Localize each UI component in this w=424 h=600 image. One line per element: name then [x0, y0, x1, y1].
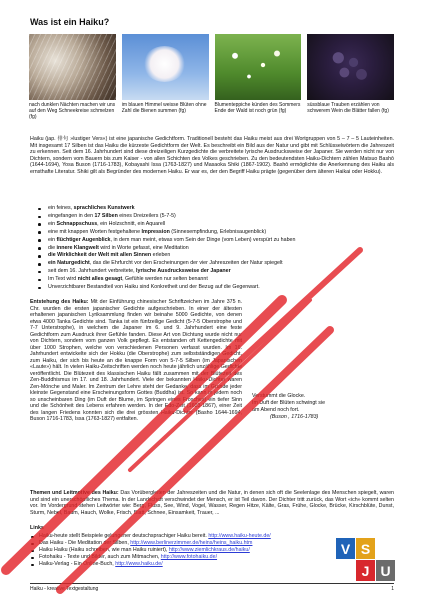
photo-strip — [29, 34, 394, 100]
photo-white-blossoms — [122, 34, 209, 100]
list-item: Haiku-Verlag - Ein Online-Buch, http://www.haiku.de/ — [39, 561, 271, 568]
list-item: Das Haiku - Die Meditation der Silben, http://www.berlinerzimmer.de/heins/heins_haiku.htm — [39, 540, 271, 547]
origin-text: Mit der Einführung chinesischer Schriftzeichen im Jahre 375 n. Chr. wurden die ersten japanischer Gedichte aufgeschrieben. In einer der ältesten erhaltenen japanischen Lyriksammlung finden wir beinahe 5000 Gedichte, von denen etwa 4000 Tanka Gedichte sind. Tanka ist ein fünfzeilige Gedicht (5-7-5 Oberstrophe und 7-7 Unterstrophe), in welchem die Japaner im 6. und 9. Jahrhundert eine feste Gedichtform zum Ausdruck ihrer Gefühle fanden. Diese Art von Dichtung wurde nicht nur von Dichtern, sondern vom ganzen Volk gepflegt. Es entstanden oft Kettengedichte mit über 1000 Strophen, welche von verschiedenen Personen verfasst wurden. Im 16. Jahrhundert entwickelte sich der Hokku (die Oberstrophe) zum selbstständigen Gedicht, zum Haiku, der sich bis heute an die knappe Form von 5-7-5 Silben (im Japanischen «Laute») hält. In vielen Haiku-Zeitschriften werden noch heute jährlich unzählige Gedichte veröffentlicht. Die Blütezeit des klassischen Haiku fällt zusammen mit der Blütezeit des Zen-Buddhismus im 17. und 18. Jahrhundert. Viele der bekannten Haiku-Dichter waren Zen-Mönche und Maler. Im Zentrum der Lehre steht der Gedanke, dass im Grunde jeder kleinste Gegenstand eine Erscheinungsform Gottes (Buddha) ist. So kann in jedem noch so unscheinbaren Ding (im Duft der Blume, im Springen eines Frosches) ein tiefer Sinn und die Schönheit des Lebens erfahren werden. In der Edo-Zeit (1603-1867), einer Zeit des langen Friedens konnten sich die drei grössten Haiku-Dichter (Basho 1644-1694, Buson 1716-1783, Issa (1763-1827) entfalten. — [30, 299, 243, 422]
poem-line-3: am Abend noch fort. — [252, 406, 300, 413]
list-item: Unverzichtbarer Bestandteil von Haiku sind Konkretheit und der Bezug auf die Gegenwart. — [48, 284, 295, 292]
themes-section — [30, 490, 394, 516]
list-item: seit dem 16. Jahrhundert verbreitete, lyrische Ausdrucksweise der Japaner — [48, 268, 295, 276]
photo-blue-grapes — [307, 34, 394, 100]
caption-4: süssblaue Trauben erzählen von schwerem Wein die Blätter fallen (fg) — [307, 102, 389, 115]
list-item: Haiku Haiku (Haiku schreiben, wie man Haiku ruiniert), http://www.ziemlichkraus.de/haiku/ — [39, 547, 271, 554]
link-berlinerzimmer[interactable]: http://www.berlinerzimmer.de/heins/heins_haiku.htm — [130, 540, 253, 546]
list-item: die Wirklichkeit der Welt mit allen Sinnen erleben — [48, 252, 295, 260]
photo-captions — [29, 102, 394, 121]
caption-2: im blauen Himmel weisse Blüten ohne Zahl die Bienen summen (fg) — [121, 102, 207, 115]
link-haiku-heute[interactable]: http://www.haiku-heute.de/ — [208, 533, 271, 539]
link-haiku-verlag[interactable]: http://www.haiku.de/ — [115, 561, 163, 567]
poem-author: (Buson , 1716-1783) — [270, 413, 319, 420]
list-item: eine mit knappen Worten festgehaltene Impression (Sinnesempfindung, Erlebnisaugenblick) — [48, 229, 295, 237]
list-item: ein Schnappschuss, ein Holzschnitt, ein Aquarell — [48, 221, 295, 229]
list-item: Fotohaiku - Texte und Bilder, auch zum Mitmachen, http://www.fotohaiku.de/ — [39, 554, 271, 561]
poem-line-1: Verstummt die Glocke. — [252, 393, 306, 399]
page-footer — [30, 583, 394, 592]
origin-section — [30, 299, 394, 466]
intro-paragraph: Haiku (jap. 俳句 »lustiger Vers«) ist eine japanische Gedichtform. Traditionell besteht das Haiku meist aus drei Wortgruppen von 5 – 7 – 5 Lauteinheiten. Mit insgesamt 17 Silben ist das Haiku die kürzeste Gedichtform der Welt. Es beschreibt ein Bild aus der Natur und gibt mit Schlüsselwörtern die Jahreszeit zu erkennen. Seit dem 16. Jahrhundert sind diese dreizeiligen Kurzgedichte die verbreitete lyrische Ausdrucksweise der Japaner. Sie werden nicht nur von Dichtern, sondern vom Bauern bis zum Kaiser - von allen Schichten des Volkes geschrieben. Zu den bedeutendsten Haiku-Dichtern zählen Matsuo Bashō (1644-1694), Yosa Buson (1716-1783), Kobayashi Issa (1763-1827) und Masaoka Shiki (1867-1902). Bashō ermöglichte die Anerkennung des Haiku als ernsthafte Literatur. Shiki gilt als Begründer des modernen Haiku. Er war es, der den Begriff Haiku prägte (gegenüber dem älteren Haikai oder Hokku). — [30, 136, 394, 175]
list-item: ein feines, sprachliches Kunstwerk — [48, 205, 295, 213]
link-fotohaiku[interactable]: http://www.fotohaiku.de/ — [160, 554, 218, 560]
links-section — [30, 525, 271, 568]
logo-letter-v: V — [336, 538, 355, 559]
poem-line-2: Im Duft der Blüten schwingt sie — [252, 399, 326, 406]
logo-letter-u: U — [376, 560, 395, 581]
list-item: Im Text wird nicht alles gesagt, Gefühle werden nur selten benannt — [48, 276, 295, 284]
list-item: Haiku-heute stellt Beispiele gelungener deutschsprachiger Haiku bereit. http://www.haiku-heute.de/ — [39, 533, 271, 539]
logo-letter-j: J — [356, 560, 375, 581]
list-item: ein flüchtiger Augenblick, in dem man meint, etwas vom Sein der Dinge (vom Leben) verspürt zu haben — [48, 236, 296, 243]
footer-title: Haiku - kreative Textgestaltung — [30, 586, 99, 592]
links-heading: Links — [30, 525, 44, 531]
page-number: 1 — [391, 586, 394, 592]
vsju-logo — [336, 538, 396, 582]
links-list — [30, 533, 271, 568]
themes-text: Das Vorübergleiten der Jahreszeiten und die Natur, in denen sich oft die Seelenlage des Menschen spiegelt, waren und sind ein unerschöpfliches Thema. In der Landschaft verschwindet der Mensch, er ist Teil davon. Der Dichter tritt zurück, das Wort «ich» kommt selten vor. Im Vordergrund stehen Leitwörter wie: Berg, Fluss, See, Wind, Vogel, Wasser, Regen Hitze, Kälte, Gras, Frühe, Glocke, Brücke, Kirschblüte, Dunst, Sturm, Nebel, Baum, Hauch, Wolke, Frisch, Blatt, Schnee, Einsamkeit, Trauer, ... — [30, 490, 394, 516]
list-item: eingefangen in den 17 Silben eines Dreizeilers (5-7-5) — [48, 213, 295, 221]
themes-heading: Themen und Leitmotive des Haiku: — [30, 490, 119, 496]
origin-heading: Entstehung des Haiku: — [30, 299, 89, 305]
caption-3: Blumenteppiche künden des Sommers Ende der Wald ist noch grün (fg) — [214, 102, 301, 115]
feature-list — [48, 205, 295, 292]
link-ziemlichkraus[interactable]: http://www.ziemlichkraus.de/haiku/ — [168, 547, 250, 553]
page-title: Was ist ein Haiku? — [30, 17, 110, 27]
list-item: die innere Klangwelt wird in Worte gefasst, eine Meditation — [48, 245, 295, 253]
photo-snow-circles — [29, 34, 116, 100]
logo-letter-s: S — [356, 538, 375, 559]
caption-1: nach dunklen Nächten machen wir uns auf den Weg Schneekreise schmelzen (fg) — [29, 102, 116, 121]
list-item: ein Naturgedicht, das die Ehrfurcht vor den Erscheinungen der vier Jahreszeiten der Natur spiegelt — [48, 260, 295, 268]
photo-flower-carpet — [215, 34, 302, 100]
haiku-poem — [252, 393, 325, 421]
